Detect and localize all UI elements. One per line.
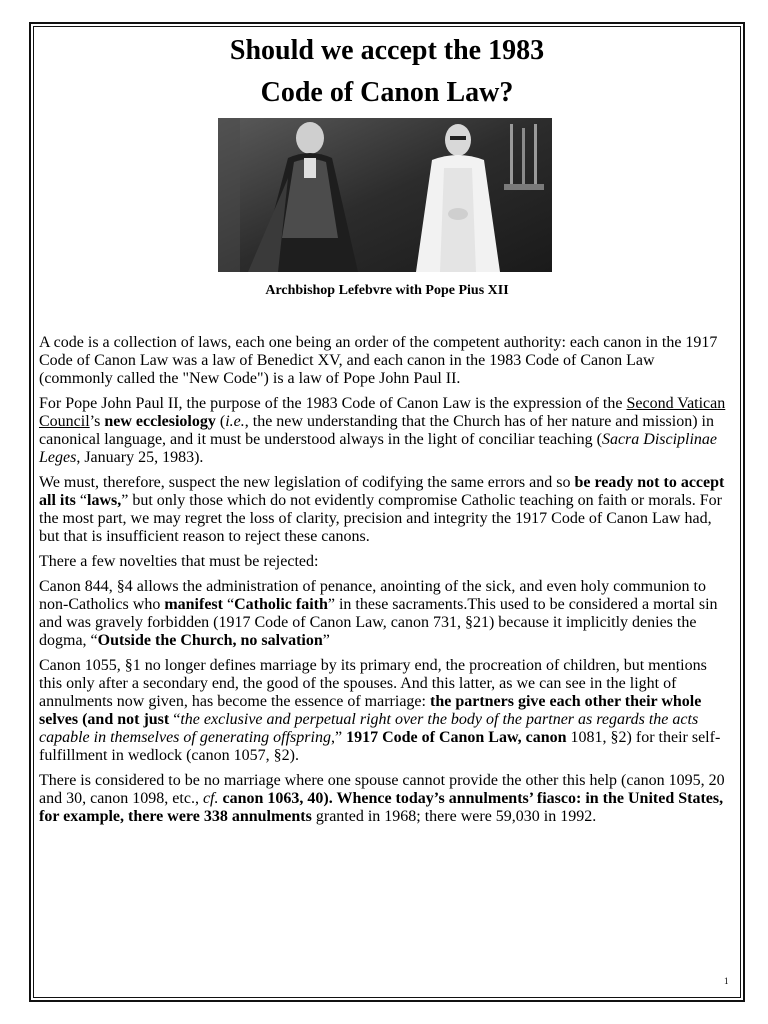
document-page [4, 0, 764, 1024]
text: Canon 1055, §1 no longer defines marriage by its primary end, the procreation of children, but mentions this only after a secondary end, the good of the spouses. And this latter, as we can see in the light of annulments now given, has become the essence of marriage: [39, 657, 707, 710]
document-title [33, 30, 741, 114]
text: “ [169, 711, 181, 728]
text: 1081, §2) for their self-fulfillment in wedlock (canon 1057, §2). [39, 729, 721, 764]
text: granted in 1968; there were 59,030 in 1992. [311, 808, 597, 825]
emphasis: new ecclesiology [104, 413, 216, 430]
emphasis: the partners give each other their whole selves (and not just [39, 693, 702, 728]
emphasis: canon 1063, 40). Whence today’s annulments’ fiasco: in the United States, for example, there were 338 annulments [39, 790, 724, 825]
text: ” in these sacraments.This used to be considered a mortal sin and was gravely forbidden (1917 Code of Canon Law, canon 731, §21) because it implicitly denies the dogma, “ [39, 596, 718, 649]
paragraph-4: There a few novelties that must be rejected: [39, 553, 319, 570]
text: , the new understanding that the Church has of her nature and mission) in canonical language, and it must be understood always in the light of conciliar teaching ( [39, 413, 714, 448]
text: We must, therefore, suspect the new legislation of codifying the same errors and so [39, 474, 575, 491]
text: For Pope John Paul II, the purpose of the 1983 Code of Canon Law is the expression of the [39, 395, 627, 412]
text: ” [322, 632, 330, 649]
text: ” but only those which do not evidently compromise Catholic teaching on faith or morals. For the most part, we may regret the loss of clarity, precision and integrity the 1917 Code of Canon Law had, but that is insufficient reason to reject these canons. [39, 492, 723, 545]
emphasis: laws, [87, 492, 122, 509]
paragraph-7 [39, 772, 729, 826]
second-vatican-council-link: Second Vatican Council [39, 395, 726, 430]
paragraph-5 [39, 578, 729, 650]
text: , January 25, 1983). [76, 449, 204, 466]
title-line-2: Code of Canon Law? [260, 77, 514, 108]
text: Canon 844, §4 allows the administration of penance, anointing of the sick, and even holy communion to non-Catholics who [39, 578, 706, 613]
paragraph-3 [39, 474, 729, 546]
document-reference: Sacra Disciplinae Leges [39, 431, 718, 466]
title-line-1: Should we accept the 1983 [229, 35, 545, 66]
document-body [39, 334, 729, 833]
emphasis: manifest [164, 596, 223, 613]
photo-caption: Archbishop Lefebvre with Pope Pius XII [265, 283, 509, 298]
paragraph-2 [39, 395, 729, 467]
emphasis: 1917 Code of Canon Law, canon [346, 729, 567, 746]
photo-illustration [218, 118, 552, 272]
text: “ [222, 596, 235, 613]
emphasis: be ready not to accept all its [39, 474, 725, 509]
quotation: the exclusive and perpetual right over the body of the partner as regards the acts capable in themselves of generating offspring [39, 711, 699, 746]
emphasis: Outside the Church, no salvation [97, 632, 323, 649]
text: “ [75, 492, 87, 509]
emphasis: i.e. [225, 413, 245, 430]
text: ( [215, 413, 226, 430]
emphasis: cf. [202, 790, 219, 807]
paragraph-1: A code is a collection of laws, each one being an order of the competent authority: each canon in the 1917 Code of Canon Law was a law of Benedict XV, and each canon in the 1983 Code of Canon Law (commonly called the "New Code") is a law of Pope John Paul II. [39, 334, 718, 387]
page-number: 1 [724, 976, 729, 986]
text: There is considered to be no marriage where one spouse cannot provide the other this help (canon 1095, 20 and 30, canon 1098, etc., [39, 772, 725, 807]
text: ,” [330, 729, 347, 746]
paragraph-6 [39, 657, 729, 765]
archive-photo [218, 118, 552, 272]
text: ’s [89, 413, 105, 430]
emphasis: Catholic faith [234, 596, 328, 613]
